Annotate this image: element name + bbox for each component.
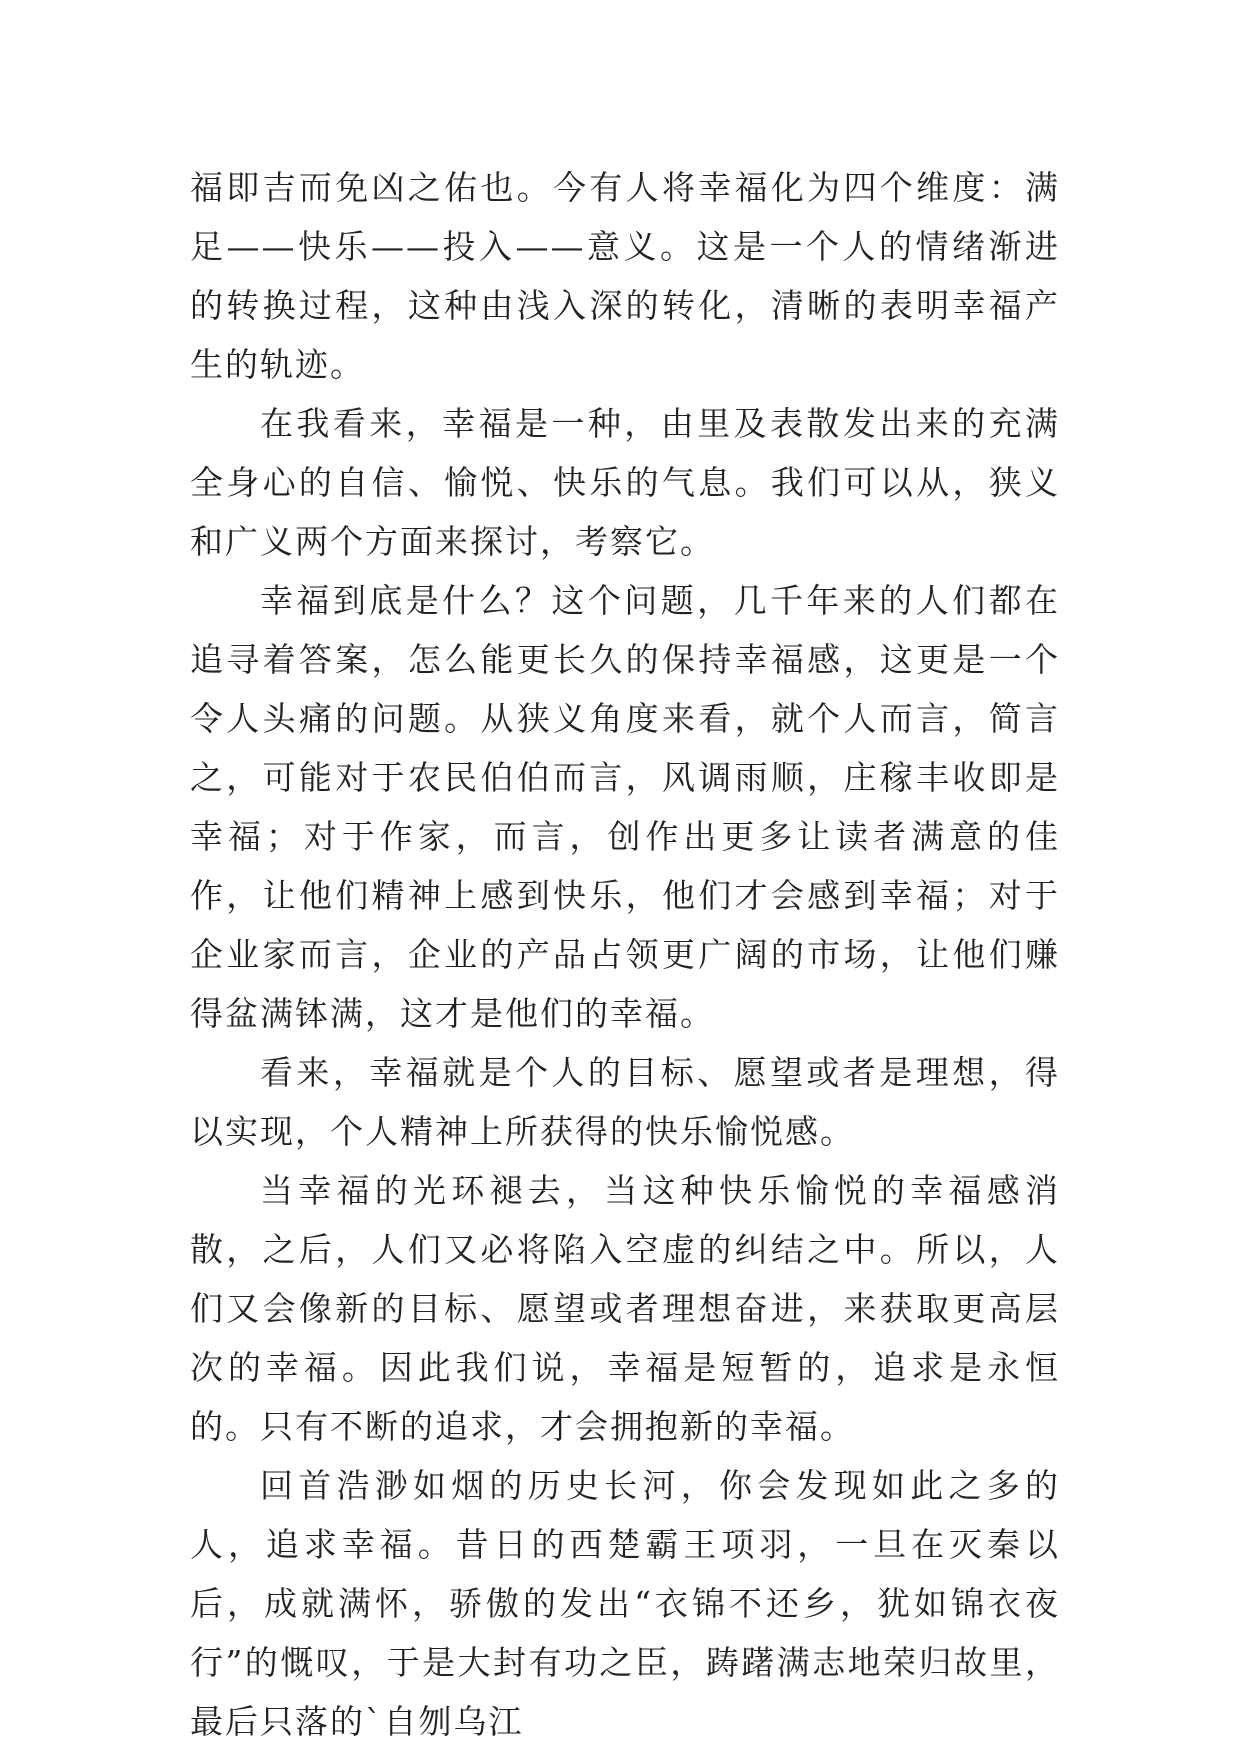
paragraph-5: 当幸福的光环褪去，当这种快乐愉悦的幸福感消散，之后，人们又必将陷入空虚的纠结之中。所以，人们又会像新的目标、愿望或者理想奋进，来获取更高层次的幸福。因此我们说，幸福是短暂的，追求是永恒的。只有不断的追求，才会拥抱新的幸福。 xyxy=(190,1171,1060,1446)
paragraph-4: 看来，幸福就是个人的目标、愿望或者是理想，得以实现，个人精神上所获得的快乐愉悦感。 xyxy=(190,1053,1060,1151)
paragraph-1: 福即吉而免凶之佑也。今有人将幸福化为四个维度：满足——快乐——投入——意义。这是一个人的情绪渐进的转换过程，这种由浅入深的转化，清晰的表明幸福产生的轨迹。 xyxy=(190,168,1060,384)
paragraph-3: 幸福到底是什么？这个问题，几千年来的人们都在追寻着答案，怎么能更长久的保持幸福感，这更是一个令人头痛的问题。从狭义角度来看，就个人而言，简言之，可能对于农民伯伯而言，风调雨顺，庄稼丰收即是幸福；对于作家，而言，创作出更多让读者满意的佳作，让他们精神上感到快乐，他们才会感到幸福；对于企业家而言，企业的产品占领更广阔的市场，让他们赚得盆满钵满，这才是他们的幸福。 xyxy=(190,581,1060,1033)
paragraph-6: 回首浩渺如烟的历史长河，你会发现如此之多的人，追求幸福。昔日的西楚霸王项羽，一旦在灭秦以后，成就满怀，骄傲的发出“衣锦不还乡，犹如锦衣夜行”的慨叹，于是大封有功之臣，踌躇满志地荣归故里，最后只落的`自刎乌江 xyxy=(190,1466,1060,1741)
document-body xyxy=(190,158,1060,1751)
paragraph-2: 在我看来，幸福是一种，由里及表散发出来的充满全身心的自信、愉悦、快乐的气息。我们可以从，狭义和广义两个方面来探讨，考察它。 xyxy=(190,404,1060,561)
